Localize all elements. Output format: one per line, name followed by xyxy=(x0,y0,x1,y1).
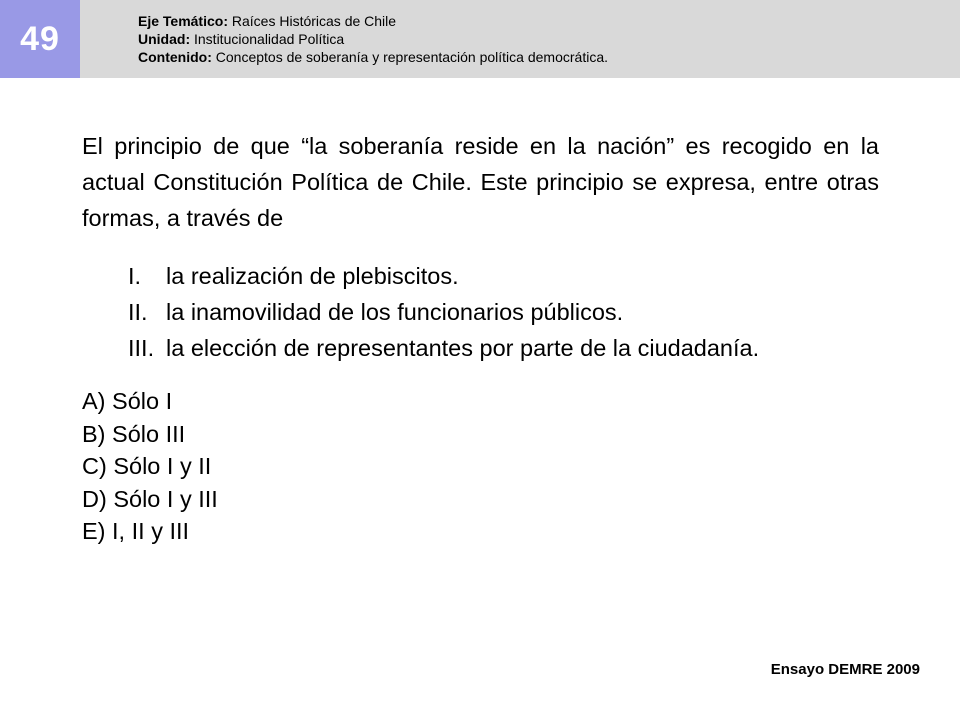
meta-eje-tematico xyxy=(138,12,608,30)
answer-option-d[interactable]: D) Sólo I y III xyxy=(82,485,218,512)
header-metadata xyxy=(138,12,608,66)
question-number: 49 xyxy=(20,19,60,58)
statement-item xyxy=(128,258,759,294)
meta-label: Contenido: xyxy=(138,49,212,65)
answer-options xyxy=(82,385,218,548)
question-stem: El principio de que “la soberanía reside en la nación” es recogido en la actual Constitución Política de Chile. Este principio se expresa, entre otras formas, a través de xyxy=(82,133,879,231)
answer-option-c[interactable]: C) Sólo I y II xyxy=(82,453,212,479)
meta-contenido xyxy=(138,48,608,66)
meta-value: Conceptos de soberanía y representación política democrática. xyxy=(215,49,608,65)
statement-numeral: II. xyxy=(128,299,148,325)
answer-option-b[interactable]: B) Sólo III xyxy=(82,420,186,447)
meta-label: Eje Temático: xyxy=(138,13,228,29)
answer-option-e[interactable]: E) I, II y III xyxy=(82,518,190,544)
source-label: Ensayo DEMRE 2009 xyxy=(770,661,920,678)
statement-text: la elección de representantes por parte de la ciudadanía. xyxy=(166,335,760,361)
statement-item xyxy=(128,294,759,330)
statement-text: la inamovilidad de los funcionarios públicos. xyxy=(166,299,624,325)
meta-value: Institucionalidad Política xyxy=(194,31,345,47)
statement-numeral: I. xyxy=(128,263,142,289)
question-number-badge xyxy=(0,0,80,78)
meta-label: Unidad: xyxy=(138,31,191,47)
statement-text: la realización de plebiscitos. xyxy=(166,263,459,289)
answer-option-a[interactable]: A) Sólo I xyxy=(82,388,173,414)
statement-numeral: III. xyxy=(128,335,155,361)
meta-value: Raíces Históricas de Chile xyxy=(231,13,397,29)
meta-unidad xyxy=(138,30,608,48)
statement-list xyxy=(128,258,759,366)
statement-item xyxy=(128,330,759,366)
